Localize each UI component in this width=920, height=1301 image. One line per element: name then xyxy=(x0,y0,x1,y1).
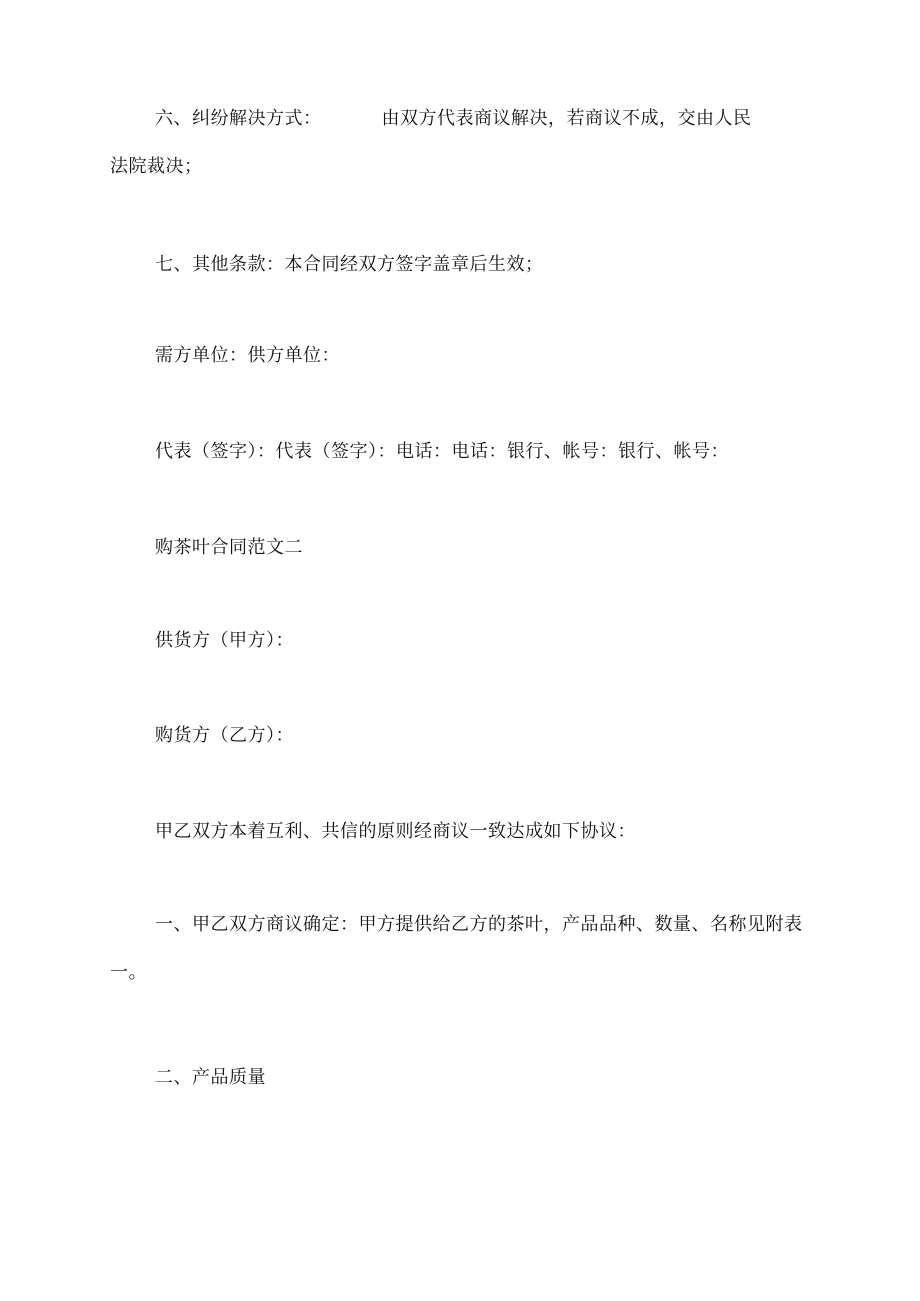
supplier-party-a: 供货方（甲方）： xyxy=(155,630,294,651)
signature-contact-line: 代表（签字）：代表（签字）：电话：电话：银行、帐号：银行、帐号： xyxy=(155,441,729,462)
agreement-intro: 甲乙双方本着互利、共信的原则经商议一致达成如下协议： xyxy=(155,821,636,842)
clause-seven: 七、其他条款：本合同经双方签字盖章后生效； xyxy=(155,254,544,275)
clause-six-continuation: 法院裁决； xyxy=(110,156,203,177)
buyer-party-b: 购货方（乙方）： xyxy=(155,725,294,746)
clause-two-heading: 二、产品质量 xyxy=(155,1067,266,1088)
clause-one: 一、甲乙双方商议确定：甲方提供给乙方的茶叶，产品品种、数量、名称见附表 xyxy=(155,914,803,935)
contract-title-two: 购茶叶合同范文二 xyxy=(155,537,303,558)
clause-one-continuation: 一。 xyxy=(110,962,147,983)
clause-six-line xyxy=(155,107,752,131)
clause-six-label: 六、纠纷解决方式： xyxy=(155,108,322,129)
party-units: 需方单位：供方单位： xyxy=(155,345,340,366)
clause-six-text: 由双方代表商议解决，若商议不成，交由人民 xyxy=(381,108,752,129)
